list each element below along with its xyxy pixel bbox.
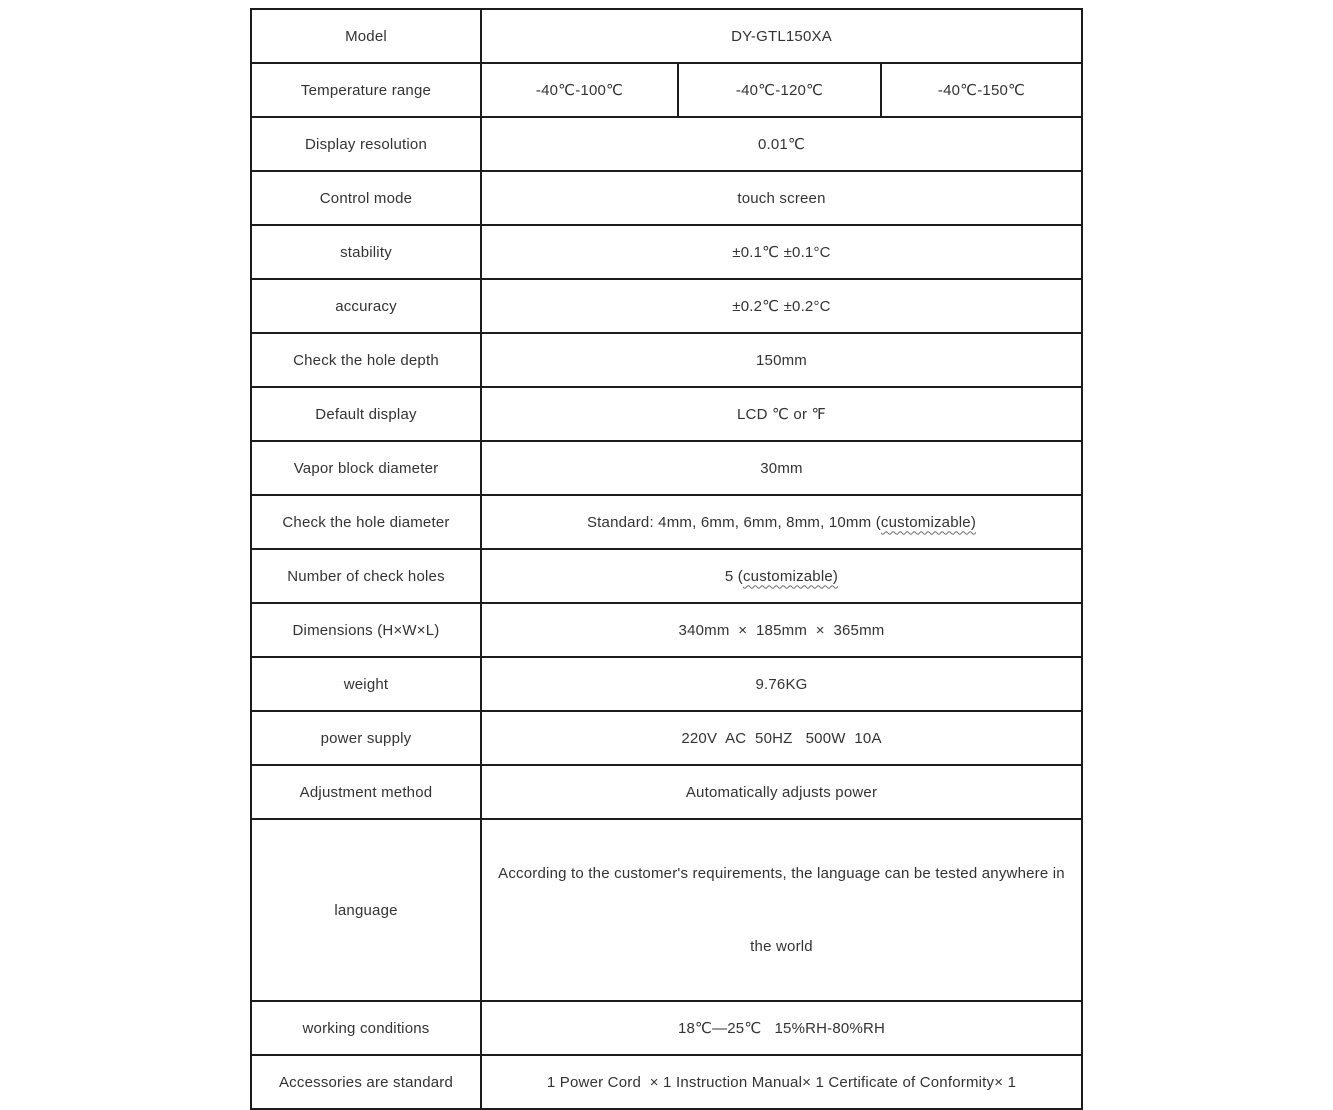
row-language [251, 819, 1082, 1001]
row-accessories [251, 1055, 1082, 1109]
row-model-value: DY-GTL150XA [481, 9, 1082, 63]
row-number-of-check-holes-value [481, 549, 1082, 603]
row-vapor-block-diameter-label: Vapor block diameter [251, 441, 481, 495]
row-power-supply-label: power supply [251, 711, 481, 765]
row-accessories-value: 1 Power Cord × 1 Instruction Manual× 1 Certificate of Conformity× 1 [481, 1055, 1082, 1109]
row-weight-label: weight [251, 657, 481, 711]
row-stability-value: ±0.1℃ ±0.1°C [481, 225, 1082, 279]
row-dimensions-value: 340mm × 185mm × 365mm [481, 603, 1082, 657]
row-language-label: language [251, 819, 481, 1001]
row-display-resolution-value: 0.01℃ [481, 117, 1082, 171]
hole-diameter-customizable-text: customizable) [880, 513, 977, 531]
row-adjustment-method-value: Automatically adjusts power [481, 765, 1082, 819]
row-accuracy [251, 279, 1082, 333]
check-holes-customizable-text: customizable) [742, 567, 839, 585]
hole-diameter-text: Standard: 4mm, 6mm, 6mm, 8mm, 10mm ( [586, 513, 881, 531]
row-working-conditions-label: working conditions [251, 1001, 481, 1055]
row-default-display-label: Default display [251, 387, 481, 441]
row-display-resolution-label: Display resolution [251, 117, 481, 171]
row-model [251, 9, 1082, 63]
temperature-range-cell-2: -40℃-120℃ [678, 63, 881, 117]
row-temperature-range [251, 63, 1082, 117]
spec-table-container [250, 8, 1083, 1110]
row-hole-depth-label: Check the hole depth [251, 333, 481, 387]
row-adjustment-method-label: Adjustment method [251, 765, 481, 819]
row-hole-diameter [251, 495, 1082, 549]
row-power-supply [251, 711, 1082, 765]
row-display-resolution [251, 117, 1082, 171]
row-working-conditions-value: 18℃—25℃ 15%RH-80%RH [481, 1001, 1082, 1055]
row-hole-diameter-label: Check the hole diameter [251, 495, 481, 549]
row-vapor-block-diameter-value: 30mm [481, 441, 1082, 495]
row-power-supply-value: 220V AC 50HZ 500W 10A [481, 711, 1082, 765]
language-line-2: the world [750, 938, 813, 955]
row-dimensions [251, 603, 1082, 657]
row-adjustment-method [251, 765, 1082, 819]
row-control-mode-value: touch screen [481, 171, 1082, 225]
row-default-display-value: LCD ℃ or ℉ [481, 387, 1082, 441]
row-stability [251, 225, 1082, 279]
row-weight-value: 9.76KG [481, 657, 1082, 711]
spec-table [250, 8, 1083, 1110]
row-stability-label: stability [251, 225, 481, 279]
row-accuracy-label: accuracy [251, 279, 481, 333]
temperature-range-cell-3: -40℃-150℃ [881, 63, 1082, 117]
row-model-label: Model [251, 9, 481, 63]
row-vapor-block-diameter [251, 441, 1082, 495]
row-weight [251, 657, 1082, 711]
row-dimensions-label: Dimensions (H×W×L) [251, 603, 481, 657]
row-temperature-range-label: Temperature range [251, 63, 481, 117]
row-number-of-check-holes [251, 549, 1082, 603]
row-accessories-label: Accessories are standard [251, 1055, 481, 1109]
row-control-mode-label: Control mode [251, 171, 481, 225]
row-control-mode [251, 171, 1082, 225]
temperature-range-cell-1: -40℃-100℃ [481, 63, 678, 117]
row-hole-diameter-value [481, 495, 1082, 549]
row-accuracy-value: ±0.2℃ ±0.2°C [481, 279, 1082, 333]
row-default-display [251, 387, 1082, 441]
row-language-value [481, 819, 1082, 1001]
row-number-of-check-holes-label: Number of check holes [251, 549, 481, 603]
row-hole-depth [251, 333, 1082, 387]
row-hole-depth-value: 150mm [481, 333, 1082, 387]
check-holes-count-text: 5 ( [724, 567, 743, 585]
language-line-1: According to the customer's requirements, the language can be tested anywhere in [498, 865, 1065, 882]
row-working-conditions [251, 1001, 1082, 1055]
